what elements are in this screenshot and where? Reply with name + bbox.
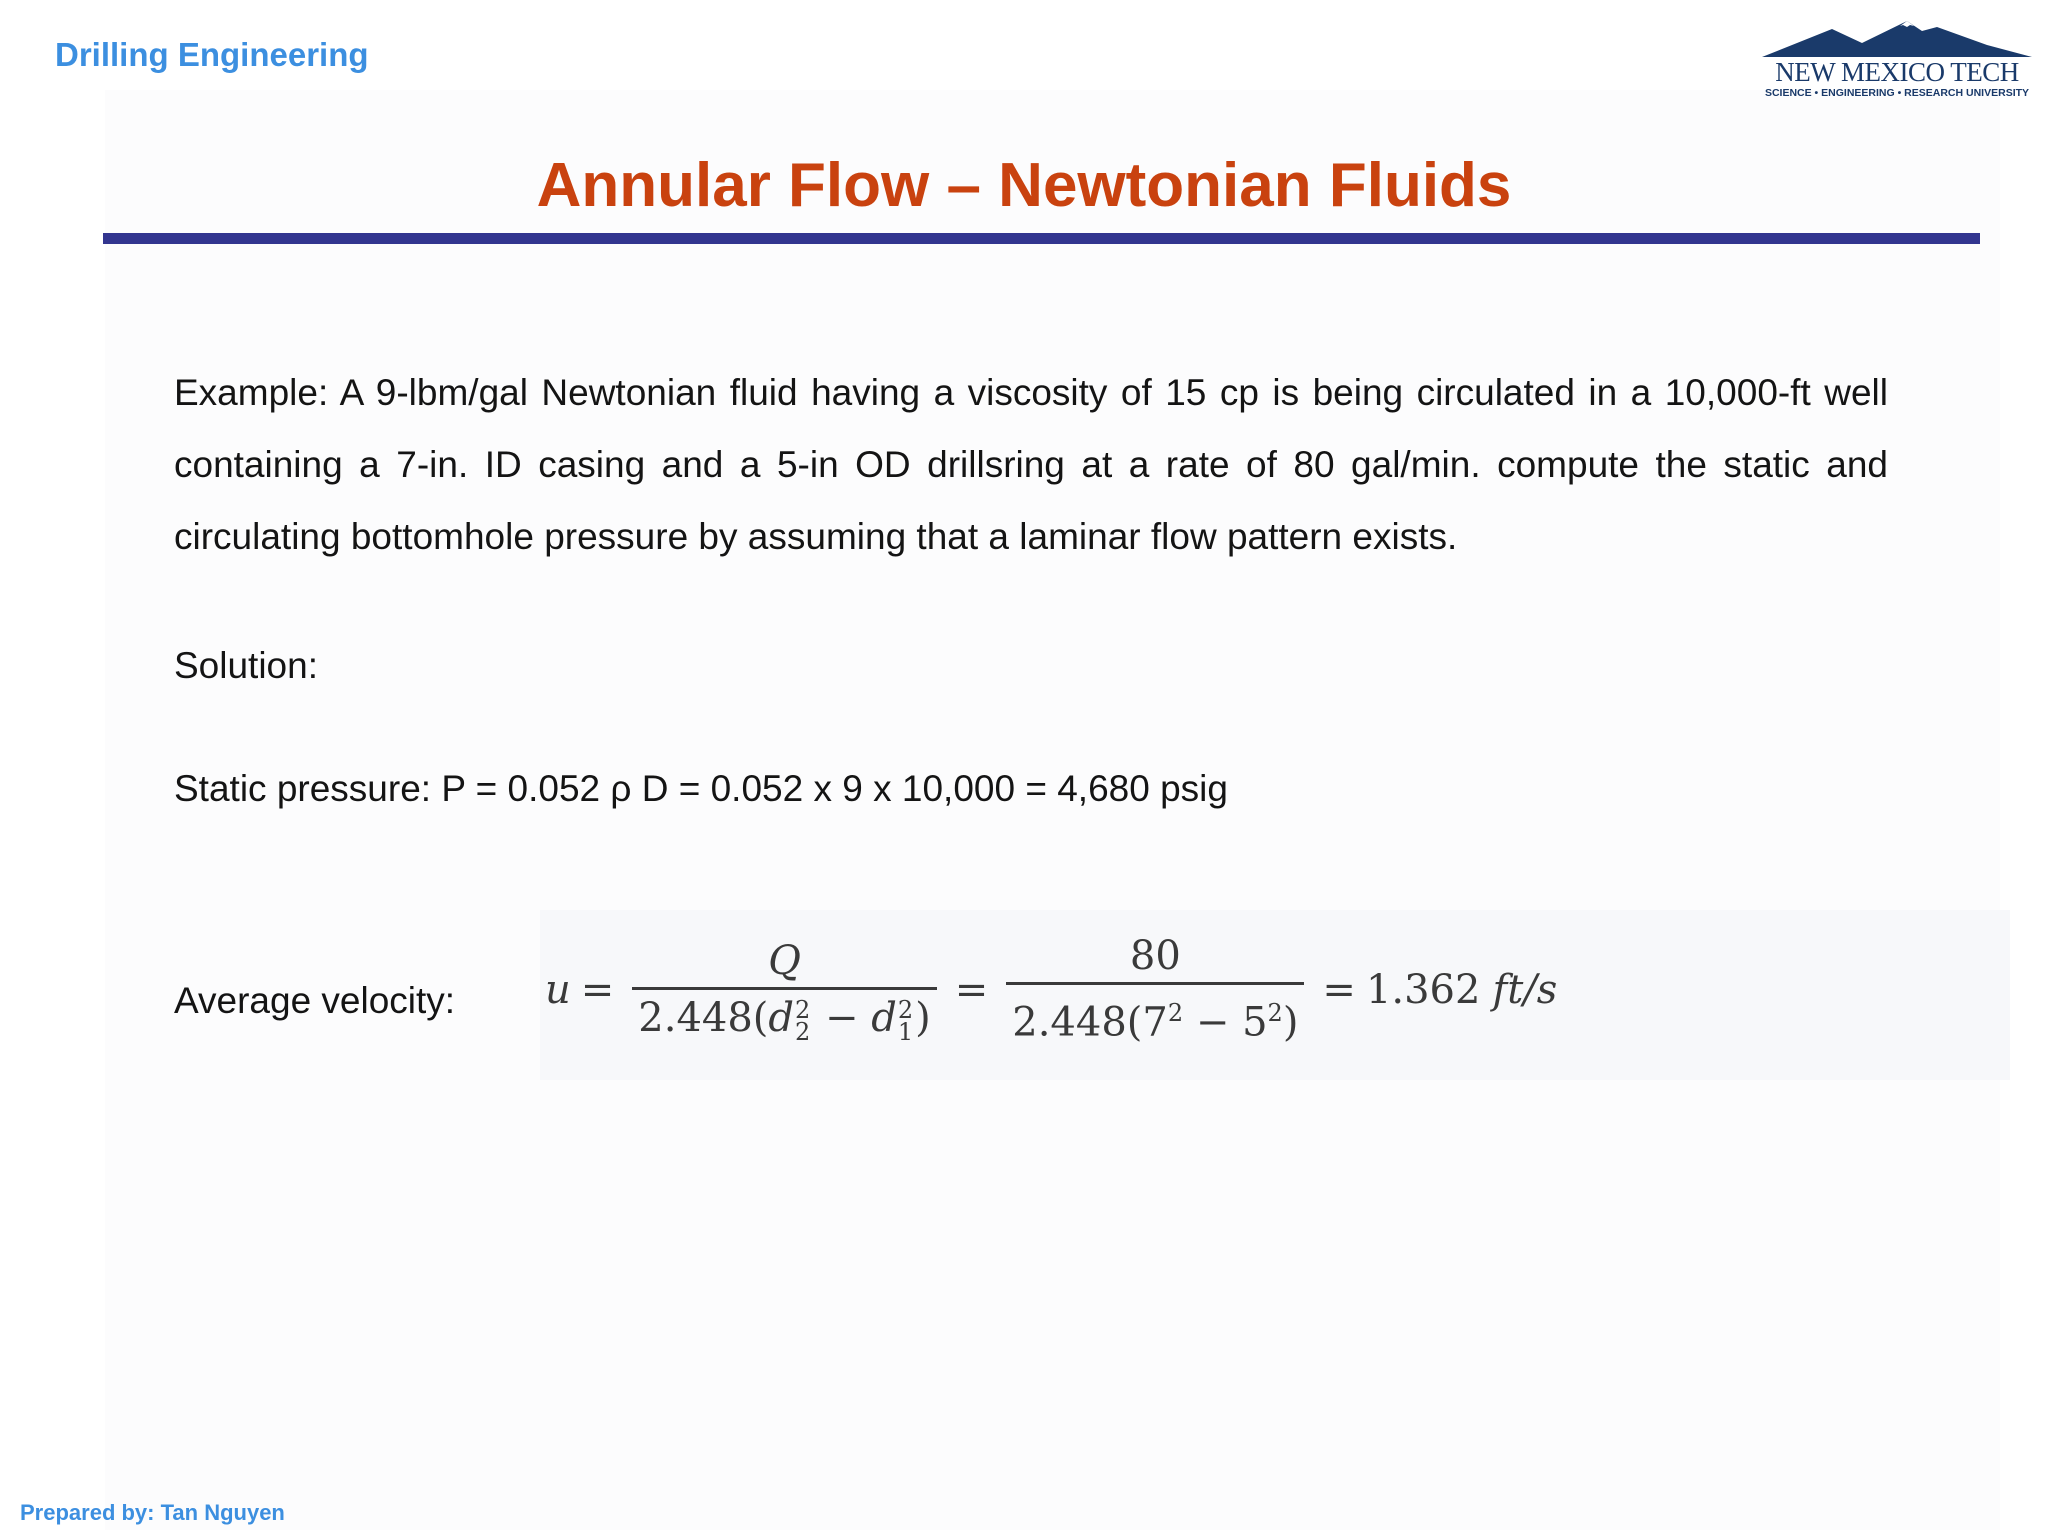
fraction-numerator-q: Q [768, 937, 801, 984]
slide-title: Annular Flow – Newtonian Fluids [536, 151, 1512, 220]
slide-background [105, 90, 2000, 1530]
fraction-denominator-general: 2.448(d 2 2 − d 2 1 ) [632, 987, 936, 1044]
footer-credit: Prepared by: Tan Nguyen [20, 1500, 285, 1525]
course-name: Drilling Engineering [55, 36, 369, 73]
formula-equals-2: = [954, 967, 989, 1013]
fraction-numerator-80: 80 [1129, 932, 1181, 979]
solution-label: Solution: [174, 645, 318, 686]
formula-result: 1.362 [1365, 967, 1481, 1013]
logo-wordmark: NEW MEXICO TECH [1775, 57, 2019, 87]
title-divider [103, 233, 1980, 244]
fraction-general [632, 937, 936, 1044]
formula-equals-3: = [1322, 967, 1356, 1013]
formula-unit: ft/s [1492, 967, 1558, 1013]
formula-equals-1: = [580, 967, 615, 1013]
velocity-formula [545, 925, 1557, 1055]
mountain-logo-icon [1762, 17, 2032, 57]
formula-lhs: u [545, 967, 571, 1013]
average-velocity-label: Average velocity: [174, 980, 456, 1021]
fraction-denominator-numeric: $2.448(7^2 - 5^2)$ [1006, 982, 1304, 1048]
static-pressure-line: Static pressure: P = 0.052 ρ D = 0.052 x 9 x 10,000 = 4,680 psig [174, 768, 1228, 809]
example-paragraph: Example: A 9-lbm/gal Newtonian fluid having a viscosity of 15 cp is being circulated in a 10,000-ft well containing a 7-in. ID casing and a 5-in OD drillsring at a rate of 80 gal/min. compute the static and circulating bottomhole pressure by assuming that a laminar flow pattern exists. [174, 372, 1888, 557]
logo-tagline: SCIENCE • ENGINEERING • RESEARCH UNIVERSITY [1764, 87, 2030, 99]
fraction-numeric [1006, 932, 1304, 1048]
university-logo [1762, 17, 2032, 102]
